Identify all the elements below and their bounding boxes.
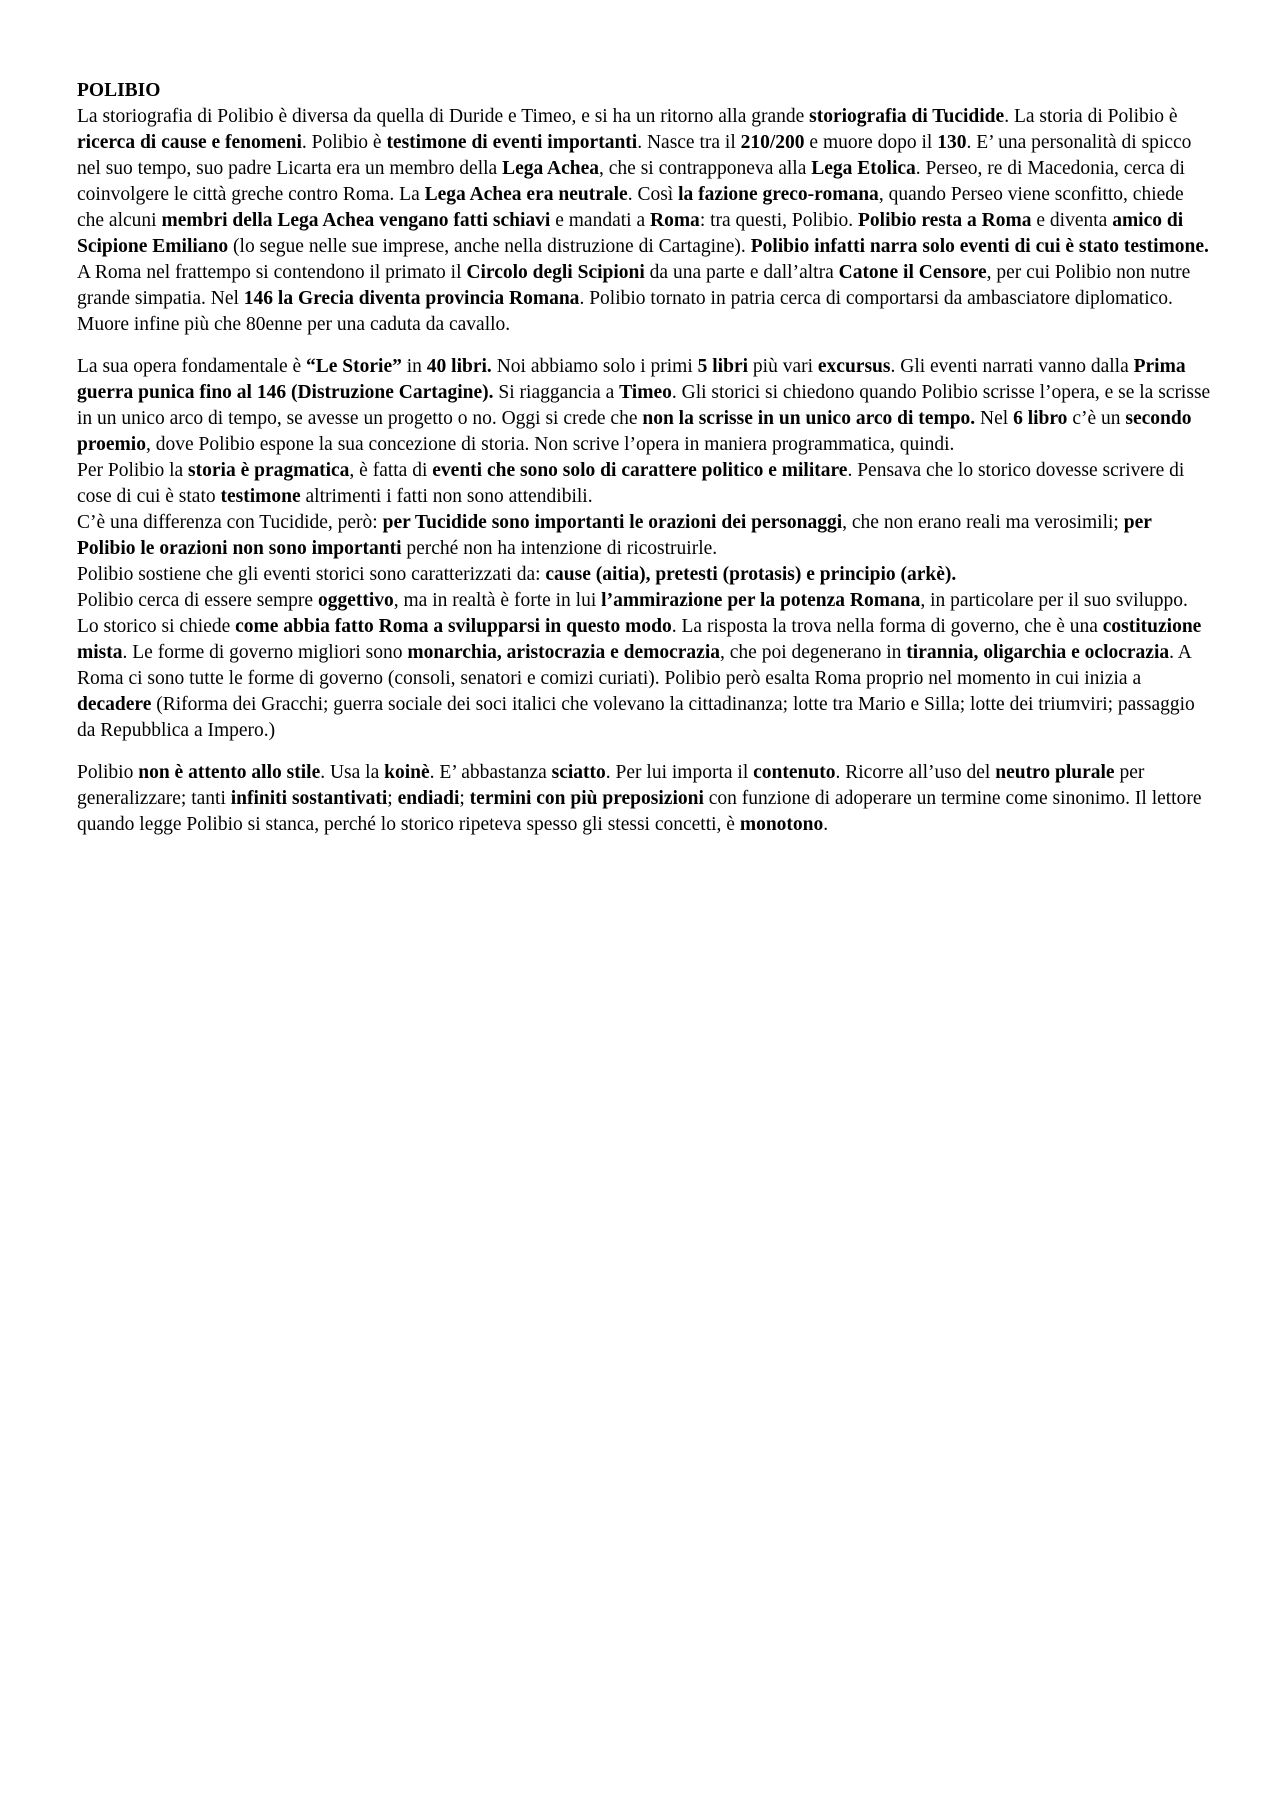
text-run: perché non ha intenzione di ricostruirle. xyxy=(401,538,718,559)
bold-text-run: testimone xyxy=(220,486,301,507)
text-run: . xyxy=(823,814,829,835)
text-run: (Riforma dei Gracchi; guerra sociale dei soci italici che volevano la cittadinanza; lotte tra Mario e Silla; lotte dei triumviri; passaggio da Repubblica a Impero.) xyxy=(77,694,1195,741)
text-run: Nel xyxy=(975,408,1014,429)
bold-text-run: cause (aitia), pretesti (protasis) e principio (arkè). xyxy=(545,564,957,585)
text-run: Per Polibio la xyxy=(77,460,189,481)
text-run: : tra questi, Polibio. xyxy=(699,210,858,231)
paragraph-6 xyxy=(77,562,1211,588)
text-run: per generalizzare; tanti xyxy=(77,762,1145,809)
bold-text-run: storia è pragmatica xyxy=(188,460,350,481)
text-run: , che si contrapponeva alla xyxy=(599,158,812,179)
bold-text-run: Roma xyxy=(649,210,700,231)
bold-text-run: Polibio resta a Roma xyxy=(857,210,1032,231)
text-run: da una parte e dall’altra xyxy=(644,262,839,283)
bold-text-run: 210/200 xyxy=(740,132,805,153)
bold-text-run: decadere xyxy=(77,694,152,715)
text-run: . La storia di Polibio è xyxy=(1004,106,1178,127)
bold-text-run: 6 libro xyxy=(1013,408,1068,429)
bold-text-run: Polibio infatti narra solo eventi di cui è stato testimone. xyxy=(750,236,1209,257)
text-run: . Così xyxy=(627,184,679,205)
paragraph-3 xyxy=(77,354,1211,458)
text-run: . Gli storici si chiedono quando Polibio scrisse l’opera, e se la scrisse in un unico arco di tempo, se avesse un progetto o no. Oggi si crede che xyxy=(77,382,1211,429)
text-run: , per cui Polibio non nutre grande simpatia. Nel xyxy=(77,262,1191,309)
text-run: La sua opera fondamentale è xyxy=(77,356,307,377)
bold-text-run: “Le Storie” xyxy=(306,356,402,377)
bold-text-run: 40 libri. xyxy=(426,356,492,377)
bold-text-run: Catone il Censore xyxy=(838,262,987,283)
text-run: Noi abbiamo solo i primi xyxy=(491,356,698,377)
bold-text-run: la fazione greco-romana xyxy=(678,184,879,205)
text-run: . A Roma ci sono tutte le forme di governo (consoli, senatori e comizi curiati). Polibio però esalta Roma proprio nel momento in cui inizia a xyxy=(77,642,1191,689)
text-run: e mandati a xyxy=(550,210,650,231)
document-title: POLIBIO xyxy=(77,80,161,101)
text-run: . Polibio è xyxy=(301,132,387,153)
text-run: Polibio cerca di essere sempre xyxy=(77,590,318,611)
bold-text-run: endiadi xyxy=(397,788,460,809)
text-run: . Per lui importa il xyxy=(605,762,754,783)
bold-text-run: eventi che sono solo di carattere politico e militare xyxy=(432,460,848,481)
text-run: . Usa la xyxy=(320,762,385,783)
text-run: . E’ abbastanza xyxy=(429,762,552,783)
bold-text-run: non è attento allo stile xyxy=(138,762,321,783)
bold-text-run: sciatto xyxy=(551,762,606,783)
bold-text-run: 130 xyxy=(937,132,967,153)
text-run: e diventa xyxy=(1031,210,1113,231)
text-run: . Le forme di governo migliori sono xyxy=(122,642,408,663)
bold-text-run: Prima guerra punica fino al 146 (Distruzione Cartagine). xyxy=(77,356,1186,403)
text-run: altrimenti i fatti non sono attendibili. xyxy=(300,486,593,507)
bold-text-run: contenuto xyxy=(753,762,836,783)
text-run: . La risposta la trova nella forma di governo, che è una xyxy=(671,616,1103,637)
text-run: , che non erano reali ma verosimili; xyxy=(842,512,1124,533)
bold-text-run: monotono xyxy=(739,814,824,835)
paragraph-8 xyxy=(77,760,1211,838)
text-run: . Gli eventi narrati vanno dalla xyxy=(890,356,1134,377)
bold-text-run: tirannia, oligarchia e oclocrazia xyxy=(906,642,1170,663)
text-run: , dove Polibio espone la sua concezione di storia. Non scrive l’opera in maniera programmatica, quindi. xyxy=(145,434,955,455)
paragraph-7 xyxy=(77,588,1211,744)
bold-text-run: Circolo degli Scipioni xyxy=(466,262,645,283)
paragraph-4 xyxy=(77,458,1211,510)
text-run: A Roma nel frattempo si contendono il primato il xyxy=(77,262,467,283)
bold-text-run: 5 libri xyxy=(697,356,749,377)
document-page xyxy=(77,78,1211,838)
bold-text-run: membri della Lega Achea vengano fatti schiavi xyxy=(161,210,551,231)
bold-text-run: per Polibio le orazioni non sono importanti xyxy=(77,512,1152,559)
text-run: C’è una differenza con Tucidide, però: xyxy=(77,512,383,533)
text-run: con funzione di adoperare un termine come sinonimo. Il lettore quando legge Polibio si stanca, perché lo storico ripeteva spesso gli stessi concetti, è xyxy=(77,788,1202,835)
bold-text-run: Lega Achea xyxy=(502,158,600,179)
text-run: , è fatta di xyxy=(349,460,433,481)
bold-text-run: Lega Etolica xyxy=(811,158,916,179)
text-run: . E’ una personalità di spicco nel suo tempo, suo padre Licarta era un membro della xyxy=(77,132,1192,179)
text-run: . Polibio tornato in patria cerca di comportarsi da ambasciatore diplomatico. Muore infine più che 80enne per una caduta da cavallo. xyxy=(77,288,1173,335)
text-run: , in particolare per il suo sviluppo. Lo storico si chiede xyxy=(77,590,1188,637)
bold-text-run: l’ammirazione per la potenza Romana xyxy=(601,590,921,611)
bold-text-run: amico di Scipione Emiliano xyxy=(77,210,1184,257)
bold-text-run: koinè xyxy=(384,762,430,783)
text-run: , ma in realtà è forte in lui xyxy=(393,590,602,611)
text-run: Si riaggancia a xyxy=(493,382,620,403)
bold-text-run: ricerca di cause e fenomeni xyxy=(77,132,302,153)
paragraph-1 xyxy=(77,104,1211,260)
bold-text-run: secondo proemio xyxy=(77,408,1192,455)
text-run: in xyxy=(401,356,427,377)
text-run: più vari xyxy=(748,356,818,377)
text-run: , quando Perseo viene sconfitto, chiede che alcuni xyxy=(77,184,1184,231)
bold-text-run: storiografia di Tucidide xyxy=(809,106,1005,127)
text-run: e muore dopo il xyxy=(804,132,938,153)
bold-text-run: Lega Achea era neutrale xyxy=(424,184,628,205)
text-run: c’è un xyxy=(1067,408,1126,429)
paragraph-5 xyxy=(77,510,1211,562)
bold-text-run: testimone di eventi importanti xyxy=(386,132,638,153)
bold-text-run: neutro plurale xyxy=(995,762,1115,783)
bold-text-run: oggettivo xyxy=(317,590,394,611)
text-run: ; xyxy=(459,788,470,809)
text-run: . Pensava che lo storico dovesse scrivere di cose di cui è stato xyxy=(77,460,1185,507)
bold-text-run: costituzione mista xyxy=(77,616,1202,663)
bold-text-run: excursus xyxy=(817,356,891,377)
text-run: (lo segue nelle sue imprese, anche nella distruzione di Cartagine). xyxy=(228,236,751,257)
bold-text-run: Timeo xyxy=(619,382,672,403)
bold-text-run: non la scrisse in un unico arco di tempo. xyxy=(642,408,976,429)
bold-text-run: termini con più preposizioni xyxy=(469,788,704,809)
text-run: ; xyxy=(387,788,398,809)
text-run: . Nasce tra il xyxy=(637,132,741,153)
paragraph-2 xyxy=(77,260,1211,338)
bold-text-run: per Tucidide sono importanti le orazioni dei personaggi xyxy=(382,512,843,533)
text-run: . Perseo, re di Macedonia, cerca di coinvolgere le città greche contro Roma. La xyxy=(77,158,1185,205)
text-run: . Ricorre all’uso del xyxy=(835,762,996,783)
text-run: Polibio sostiene che gli eventi storici sono caratterizzati da: xyxy=(77,564,546,585)
text-run: , che poi degenerano in xyxy=(720,642,907,663)
bold-text-run: monarchia, aristocrazia e democrazia xyxy=(407,642,721,663)
bold-text-run: 146 la Grecia diventa provincia Romana xyxy=(243,288,580,309)
bold-text-run: infiniti sostantivati xyxy=(230,788,388,809)
text-run: Polibio xyxy=(77,762,139,783)
bold-text-run: come abbia fatto Roma a svilupparsi in questo modo xyxy=(235,616,672,637)
text-run: La storiografia di Polibio è diversa da quella di Duride e Timeo, e si ha un ritorno alla grande xyxy=(77,106,810,127)
